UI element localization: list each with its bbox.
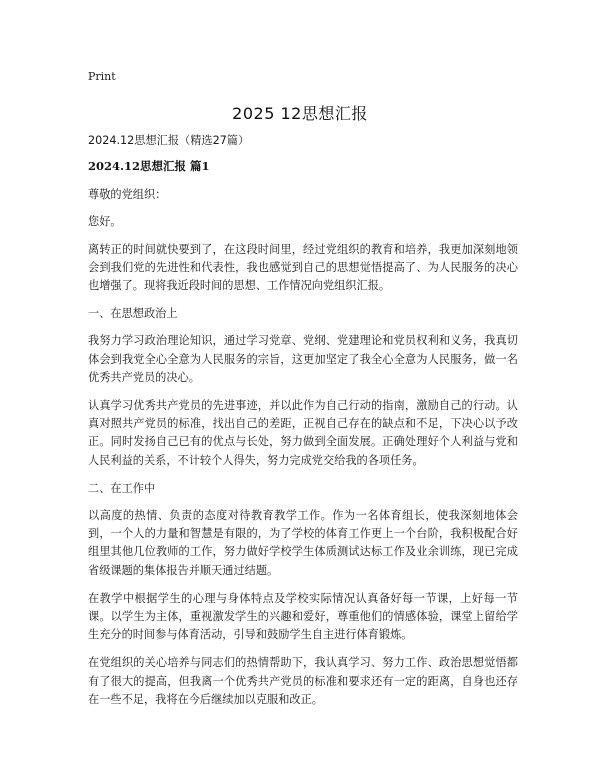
subheading-work: 二、在工作中: [88, 481, 156, 495]
paragraph-work: 以高度的热情、负责的态度对待教育教学工作。作为一名体育组长，使我深刻地体会到，一个人的力量和智慧是有限的，为了学校的体育工作更上一个台阶，我积极配合好组里其他几位教师的工作，努力做好学校学生体质测试达标工作及业余训练，现已完成省级课题的集体报告并顺天通过结题。: [88, 509, 518, 577]
document-subtitle: 2024.12思想汇报（精选27篇）: [88, 134, 250, 147]
print-label[interactable]: Print: [88, 70, 116, 83]
page-title: 2025 12思想汇报: [232, 104, 368, 123]
document-body: [88, 132, 518, 719]
subheading-ideology: 一、在思想政治上: [88, 307, 178, 321]
greeting: 尊敬的党组织：: [88, 188, 167, 202]
paragraph-study: 我努力学习政治理论知识，通过学习党章、党纲、党建理论和党员权利和义务，我真切体会到我党全心全意为人民服务的宗旨，这更加坚定了我全心全意为人民服务，做一名优秀共产党员的决心。: [88, 334, 518, 384]
section-heading: 2024.12思想汇报 篇1: [88, 159, 210, 174]
paragraph-conclusion: 在党组织的关心培养与同志们的热情帮助下，我认真学习、努力工作、政治思想觉悟都有了很大的提高，但我离一个优秀共产党员的标准和要求还有一定的距离，自身也还存在一些不足，我将在今后继续加以克服和改正。: [88, 656, 518, 706]
salutation: 您好。: [88, 215, 122, 229]
paragraph-model: 认真学习优秀共产党员的先进事迹，并以此作为自己行动的指南，激励自己的行动。认真对照共产党员的标准，找出自己的差距，正视自己存在的缺点和不足，下决心以予改正。同时发扬自己已有的优点与长处，努力做到全面发展。正确处理好个人利益与党和人民利益的关系，不计较个人得失，努力完成党交给我的各项任务。: [88, 399, 518, 467]
paragraph-intro: 离转正的时间就快要到了，在这段时间里，经过党组织的教育和培养，我更加深刻地领会到我们党的先进性和代表性，我也感觉到自己的思想觉悟提高了、为人民服务的决心也增强了。现将我近段时间的思想、工作情况向党组织汇报。: [88, 242, 518, 293]
paragraph-teaching: 在教学中根据学生的心理与身体特点及学校实际情况认真备好每一节课，上好每一节课。以学生为主体，重视激发学生的兴趣和爱好，尊重他们的情感体验，课堂上留给学生充分的时间参与体育活动，引导和鼓励学生自主进行体育锻炼。: [88, 591, 518, 642]
